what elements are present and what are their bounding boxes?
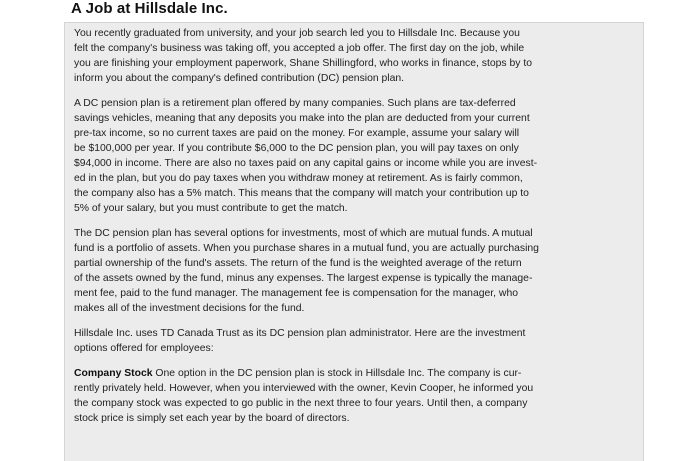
paragraph-2-line-2: savings vehicles, meaning that any deposits you make into the plan are deducted from your current [74, 113, 530, 124]
paragraph-5-line-3: the company stock was expected to go public in the next three to four years. Until then, a company [74, 398, 528, 409]
paragraph-2-line-7: the company also has a 5% match. This means that the company will match your contribution up to [74, 188, 529, 199]
paragraph-3-line-3: partial ownership of the fund's assets. The return of the fund is the weighted average of the return [74, 258, 522, 269]
paragraph-2-line-8: 5% of your salary, but you must contribute to get the match. [74, 203, 348, 214]
paragraph-4-line-2: options offered for employees: [74, 343, 214, 354]
paragraph-3-line-5: ment fee, paid to the fund manager. The management fee is compensation for the manager, who [74, 288, 518, 299]
paragraph-2-line-6: ed in the plan, but you do pay taxes when you withdraw money at retirement. As is fairly common, [74, 173, 523, 184]
paragraph-2-line-1: A DC pension plan is a retirement plan offered by many companies. Such plans are tax-deferred [74, 98, 516, 109]
paragraph-1-line-1: You recently graduated from university, and your job search led you to Hillsdale Inc. Because you [74, 28, 520, 39]
paragraph-3-line-2: fund is a portfolio of assets. When you purchase shares in a mutual fund, you are actually purchasing [74, 243, 539, 254]
case-title: A Job at Hillsdale Inc. [71, 0, 228, 17]
paragraph-1-line-3: you are finishing your employment paperwork, Shane Shillingford, who works in finance, stops by to [74, 58, 533, 69]
paragraph-2-line-4: be $100,000 per year. If you contribute $6,000 to the DC pension plan, you will pay taxes on only [74, 143, 519, 154]
paragraph-5-line-2: rently privately held. However, when you interviewed with the owner, Kevin Cooper, he informed you [74, 383, 534, 394]
paragraph-5-line-1-text: One option in the DC pension plan is stock in Hillsdale Inc. The company is cur- [155, 368, 522, 379]
paragraph-3-line-4: of the assets owned by the fund, minus any expenses. The largest expense is typically the manage- [74, 273, 533, 284]
paragraph-2-line-5: $94,000 in income. There are also no taxes paid on any capital gains or income while you are invest- [74, 158, 538, 169]
paragraph-1-line-4: inform you about the company's defined contribution (DC) pension plan. [74, 73, 405, 84]
paragraph-4-line-1: Hillsdale Inc. uses TD Canada Trust as its DC pension plan administrator. Here are the investment [74, 328, 526, 339]
paragraph-5-line-1 [74, 367, 521, 381]
paragraph-3-line-1: The DC pension plan has several options for investments, most of which are mutual funds. A mutual [74, 228, 533, 239]
company-stock-heading: Company Stock [74, 368, 153, 379]
paragraph-1-line-2: felt the company's business was taking off, you accepted a job offer. The first day on the job, while [74, 43, 525, 54]
paragraph-3-line-6: makes all of the investment decisions for the fund. [74, 303, 305, 314]
paragraph-2-line-3: pre-tax income, so no current taxes are paid on the money. For example, assume your salary will [74, 128, 520, 139]
paragraph-5-line-4: stock price is simply set each year by the board of directors. [74, 413, 350, 424]
